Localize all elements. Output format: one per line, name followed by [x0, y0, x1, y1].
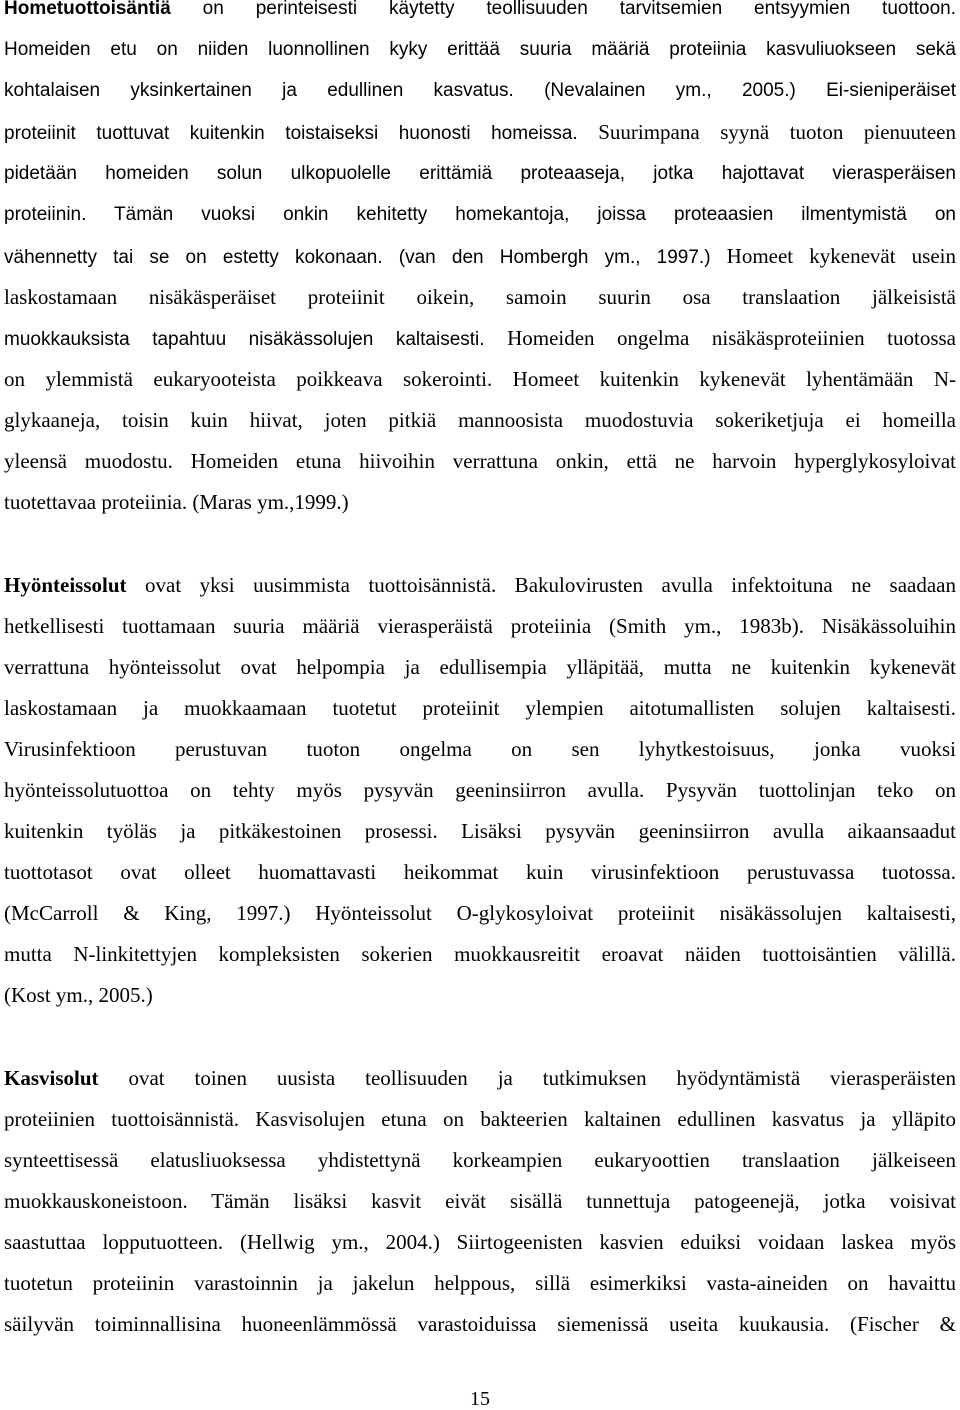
text-line: hyönteissolutuottoa on tehty myös pysyvän geeninsiirron avulla. Pysyvän tuottolinjan teko on	[4, 778, 956, 802]
page-number: 15	[470, 1388, 490, 1410]
text-line: Kasvisolut ovat toinen uusista teollisuuden ja tutkimuksen hyödyntämistä vierasperäisten	[4, 1066, 956, 1090]
text-line: kuitenkin työläs ja pitkäkestoinen prosessi. Lisäksi pysyvän geeninsiirron avulla aikaansaadut	[4, 819, 956, 843]
text-line: on ylemmistä eukaryooteista poikkeava sokerointi. Homeet kuitenkin kykenevät lyhentämään N-	[4, 367, 956, 391]
text-line: tuotetun proteiinin varastoinnin ja jakelun helppous, sillä esimerkiksi vasta-aineiden on havaittu	[4, 1271, 956, 1295]
text-line: kohtalaisen yksinkertainen ja edullinen kasvatus. (Nevalainen ym., 2005.) Ei-sieniperäiset	[4, 80, 956, 101]
text-line: laskostamaan nisäkäsperäiset proteiinit oikein, samoin suurin osa translaation jälkeisistä	[4, 285, 956, 309]
text-line: Hyönteissolut ovat yksi uusimmista tuottoisännistä. Bakulovirusten avulla infektoituna ne saadaan	[4, 573, 956, 597]
text-line: (McCarroll & King, 1997.) Hyönteissolut O-glykosyloivat proteiinit nisäkässolujen kaltaisesti,	[4, 901, 956, 925]
text-line: laskostamaan ja muokkaamaan tuotetut proteiinit ylempien aitotumallisten solujen kaltaisesti.	[4, 696, 956, 720]
text-line: säilyvän toiminnallisina huoneenlämmössä varastoiduissa siemenissä useita kuukausia. (Fischer &	[4, 1312, 956, 1336]
term-heading: Kasvisolut	[4, 1066, 99, 1090]
text-line: verrattuna hyönteissolut ovat helpompia ja edullisempia ylläpitää, mutta ne kuitenkin kykenevät	[4, 655, 956, 679]
text-line: glykaaneja, toisin kuin hiivat, joten pitkiä mannoosista muodostuvia sokeriketjuja ei homeilla	[4, 408, 956, 432]
text-line: Hometuottoisäntiä on perinteisesti käytetty teollisuuden tarvitsemien entsyymien tuottoon.	[4, 0, 956, 19]
text-line: muokkauskoneistoon. Tämän lisäksi kasvit eivät sisällä tunnettuja patogeenejä, jotka voisivat	[4, 1189, 956, 1213]
text-line: yleensä muodostu. Homeiden etuna hiivoihin verrattuna onkin, että ne harvoin hyperglykosyloivat	[4, 449, 956, 473]
text-line: Virusinfektioon perustuvan tuoton ongelma on sen lyhytkestoisuus, jonka vuoksi	[4, 737, 956, 761]
text-line: vähennetty tai se on estetty kokonaan. (van den Hombergh ym., 1997.) Homeet kykenevät usein	[4, 244, 956, 268]
text-line: tuottotasot ovat olleet huomattavasti heikommat kuin virusinfektioon perustuvassa tuotossa.	[4, 860, 956, 884]
text-line: hetkellisesti tuottamaan suuria määriä vierasperäistä proteiinia (Smith ym., 1983b). Nisäkässoluihin	[4, 614, 956, 638]
text-line: muokkauksista tapahtuu nisäkässolujen kaltaisesti. Homeiden ongelma nisäkäsproteiinien tuotossa	[4, 326, 956, 350]
text-line: proteiinin. Tämän vuoksi onkin kehitetty homekantoja, joissa proteaasien ilmentymistä on	[4, 204, 956, 225]
text-line: (Kost ym., 2005.)	[4, 983, 153, 1007]
term-heading: Hyönteissolut	[4, 573, 127, 597]
term-heading: Hometuottoisäntiä	[4, 0, 171, 19]
text-line: synteettisessä elatusliuoksessa yhdistettynä korkeampien eukaryoottien translaation jälkeiseen	[4, 1148, 956, 1172]
text-line: mutta N-linkitettyjen kompleksisten sokerien muokkausreitit eroavat näiden tuottoisäntien välillä.	[4, 942, 956, 966]
text-line: proteiinien tuottoisännistä. Kasvisolujen etuna on bakteerien kaltainen edullinen kasvatus ja ylläpito	[4, 1107, 956, 1131]
text-line: proteiinit tuottuvat kuitenkin toistaiseksi huonosti homeissa. Suurimpana syynä tuoton pienuuteen	[4, 120, 956, 144]
text-line: Homeiden etu on niiden luonnollinen kyky erittää suuria määriä proteiinia kasvuliuokseen sekä	[4, 39, 956, 60]
text-line: saastuttaa lopputuotteen. (Hellwig ym., 2004.) Siirtogeenisten kasvien eduiksi voidaan laskea myös	[4, 1230, 956, 1254]
text-line: tuotettavaa proteiinia. (Maras ym.,1999.)	[4, 490, 349, 514]
text-line: pidetään homeiden solun ulkopuolelle erittämiä proteaaseja, jotka hajottavat vierasperäisen	[4, 163, 956, 184]
